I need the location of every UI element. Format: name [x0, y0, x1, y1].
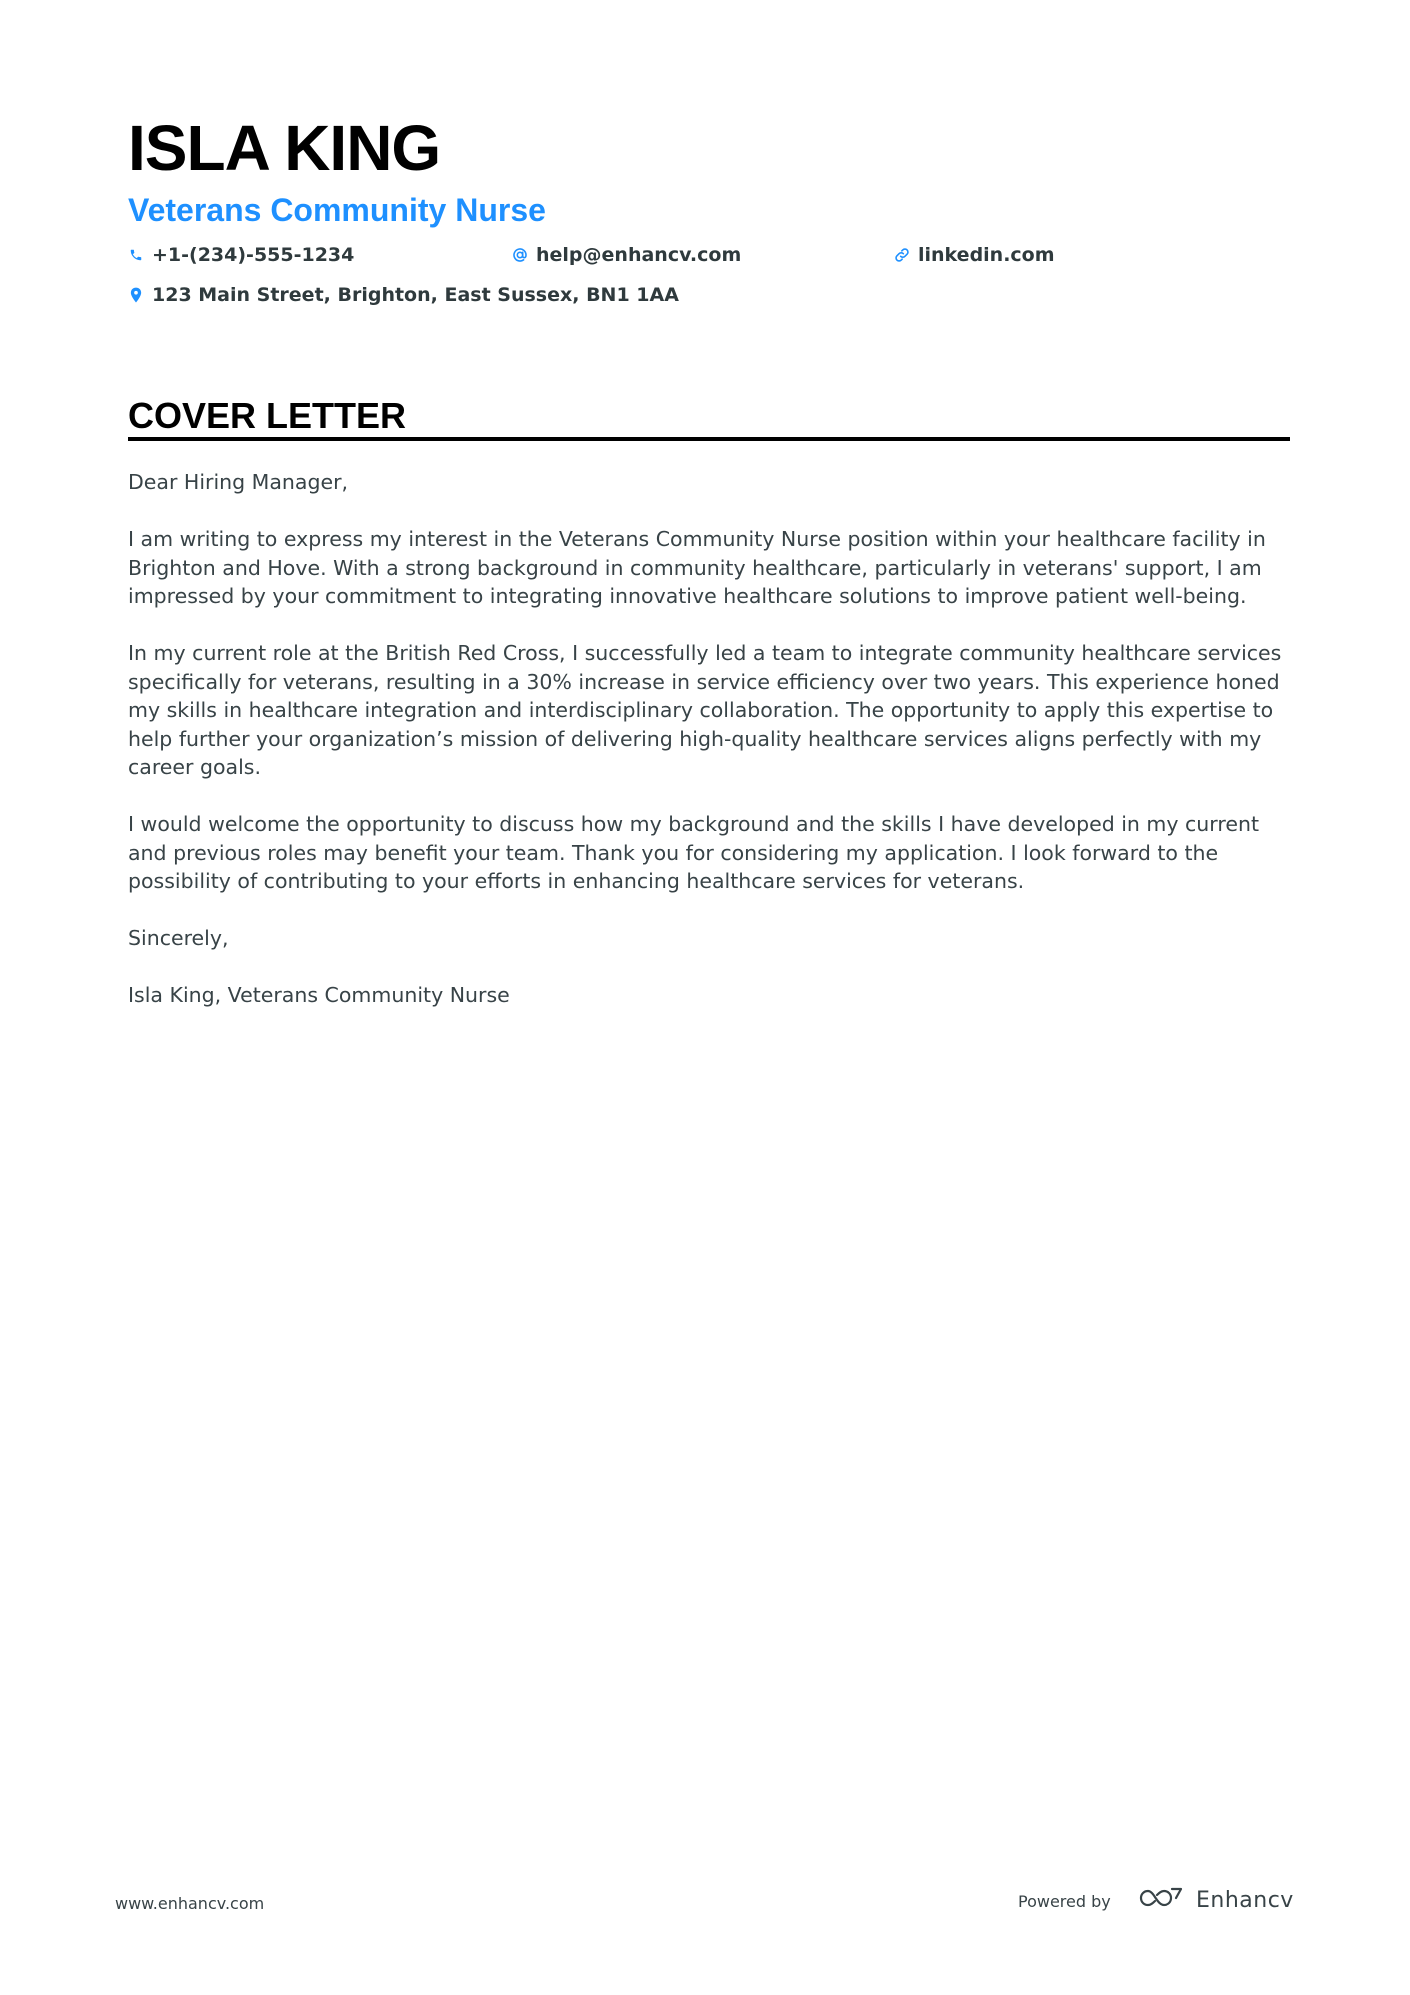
candidate-name: ISLA KING: [128, 112, 441, 184]
footer-powered-by: Powered by: [1018, 1892, 1111, 1911]
map-pin-icon: [128, 287, 144, 303]
enhancv-logo-icon: [1138, 1885, 1184, 1915]
letter-paragraph-3: I would welcome the opportunity to discuss how my background and the skills I have developed in my current and previous roles may benefit your team. Thank you for considering my application. I look forward to the possibility of contributing to your efforts in enhancing healthcare services for veterans.: [128, 812, 1259, 893]
contact-linkedin-text: linkedin.com: [918, 244, 1055, 266]
at-icon: [512, 247, 528, 263]
cover-letter-page: [128, 0, 1290, 1995]
section-title: COVER LETTER: [128, 395, 407, 436]
contact-phone[interactable]: [128, 242, 354, 268]
contact-linkedin[interactable]: [894, 242, 1055, 268]
phone-icon: [128, 247, 144, 263]
contact-address-text: 123 Main Street, Brighton, East Sussex, BN1 1AA: [152, 284, 679, 306]
footer-url-link[interactable]: www.enhancv.com: [115, 1894, 265, 1913]
contact-phone-text: +1-(234)-555-1234: [152, 244, 355, 266]
letter-paragraph-2: In my current role at the British Red Cross, I successfully led a team to integrate community healthcare services specifically for veterans, resulting in a 30% increase in service efficiency over two years. This experience honed my skills in healthcare integration and interdisciplinary collaboration. The opportunity to apply this expertise to help further your organization’s mission of delivering high-quality healthcare services aligns perfectly with my career goals.: [128, 641, 1282, 779]
job-title: Veterans Community Nurse: [128, 192, 546, 228]
letter-paragraph-1: I am writing to express my interest in the Veterans Community Nurse position within your healthcare facility in Brighton and Hove. With a strong background in community healthcare, particularly in veterans' support, I am impressed by your commitment to integrating innovative healthcare solutions to improve patient well-being.: [128, 527, 1266, 608]
contact-address: [128, 282, 679, 308]
letter-body: [128, 468, 1290, 1038]
letter-salutation: Dear Hiring Manager,: [128, 470, 349, 494]
letter-closing: Sincerely,: [128, 926, 229, 950]
footer-brand-name: Enhancv: [1196, 1887, 1294, 1913]
contact-email[interactable]: [512, 242, 741, 268]
letter-signature: Isla King, Veterans Community Nurse: [128, 983, 510, 1007]
contact-email-text: help@enhancv.com: [536, 244, 742, 266]
link-icon: [894, 247, 910, 263]
footer-brand[interactable]: [1138, 1880, 1294, 1920]
section-divider: [128, 437, 1290, 441]
